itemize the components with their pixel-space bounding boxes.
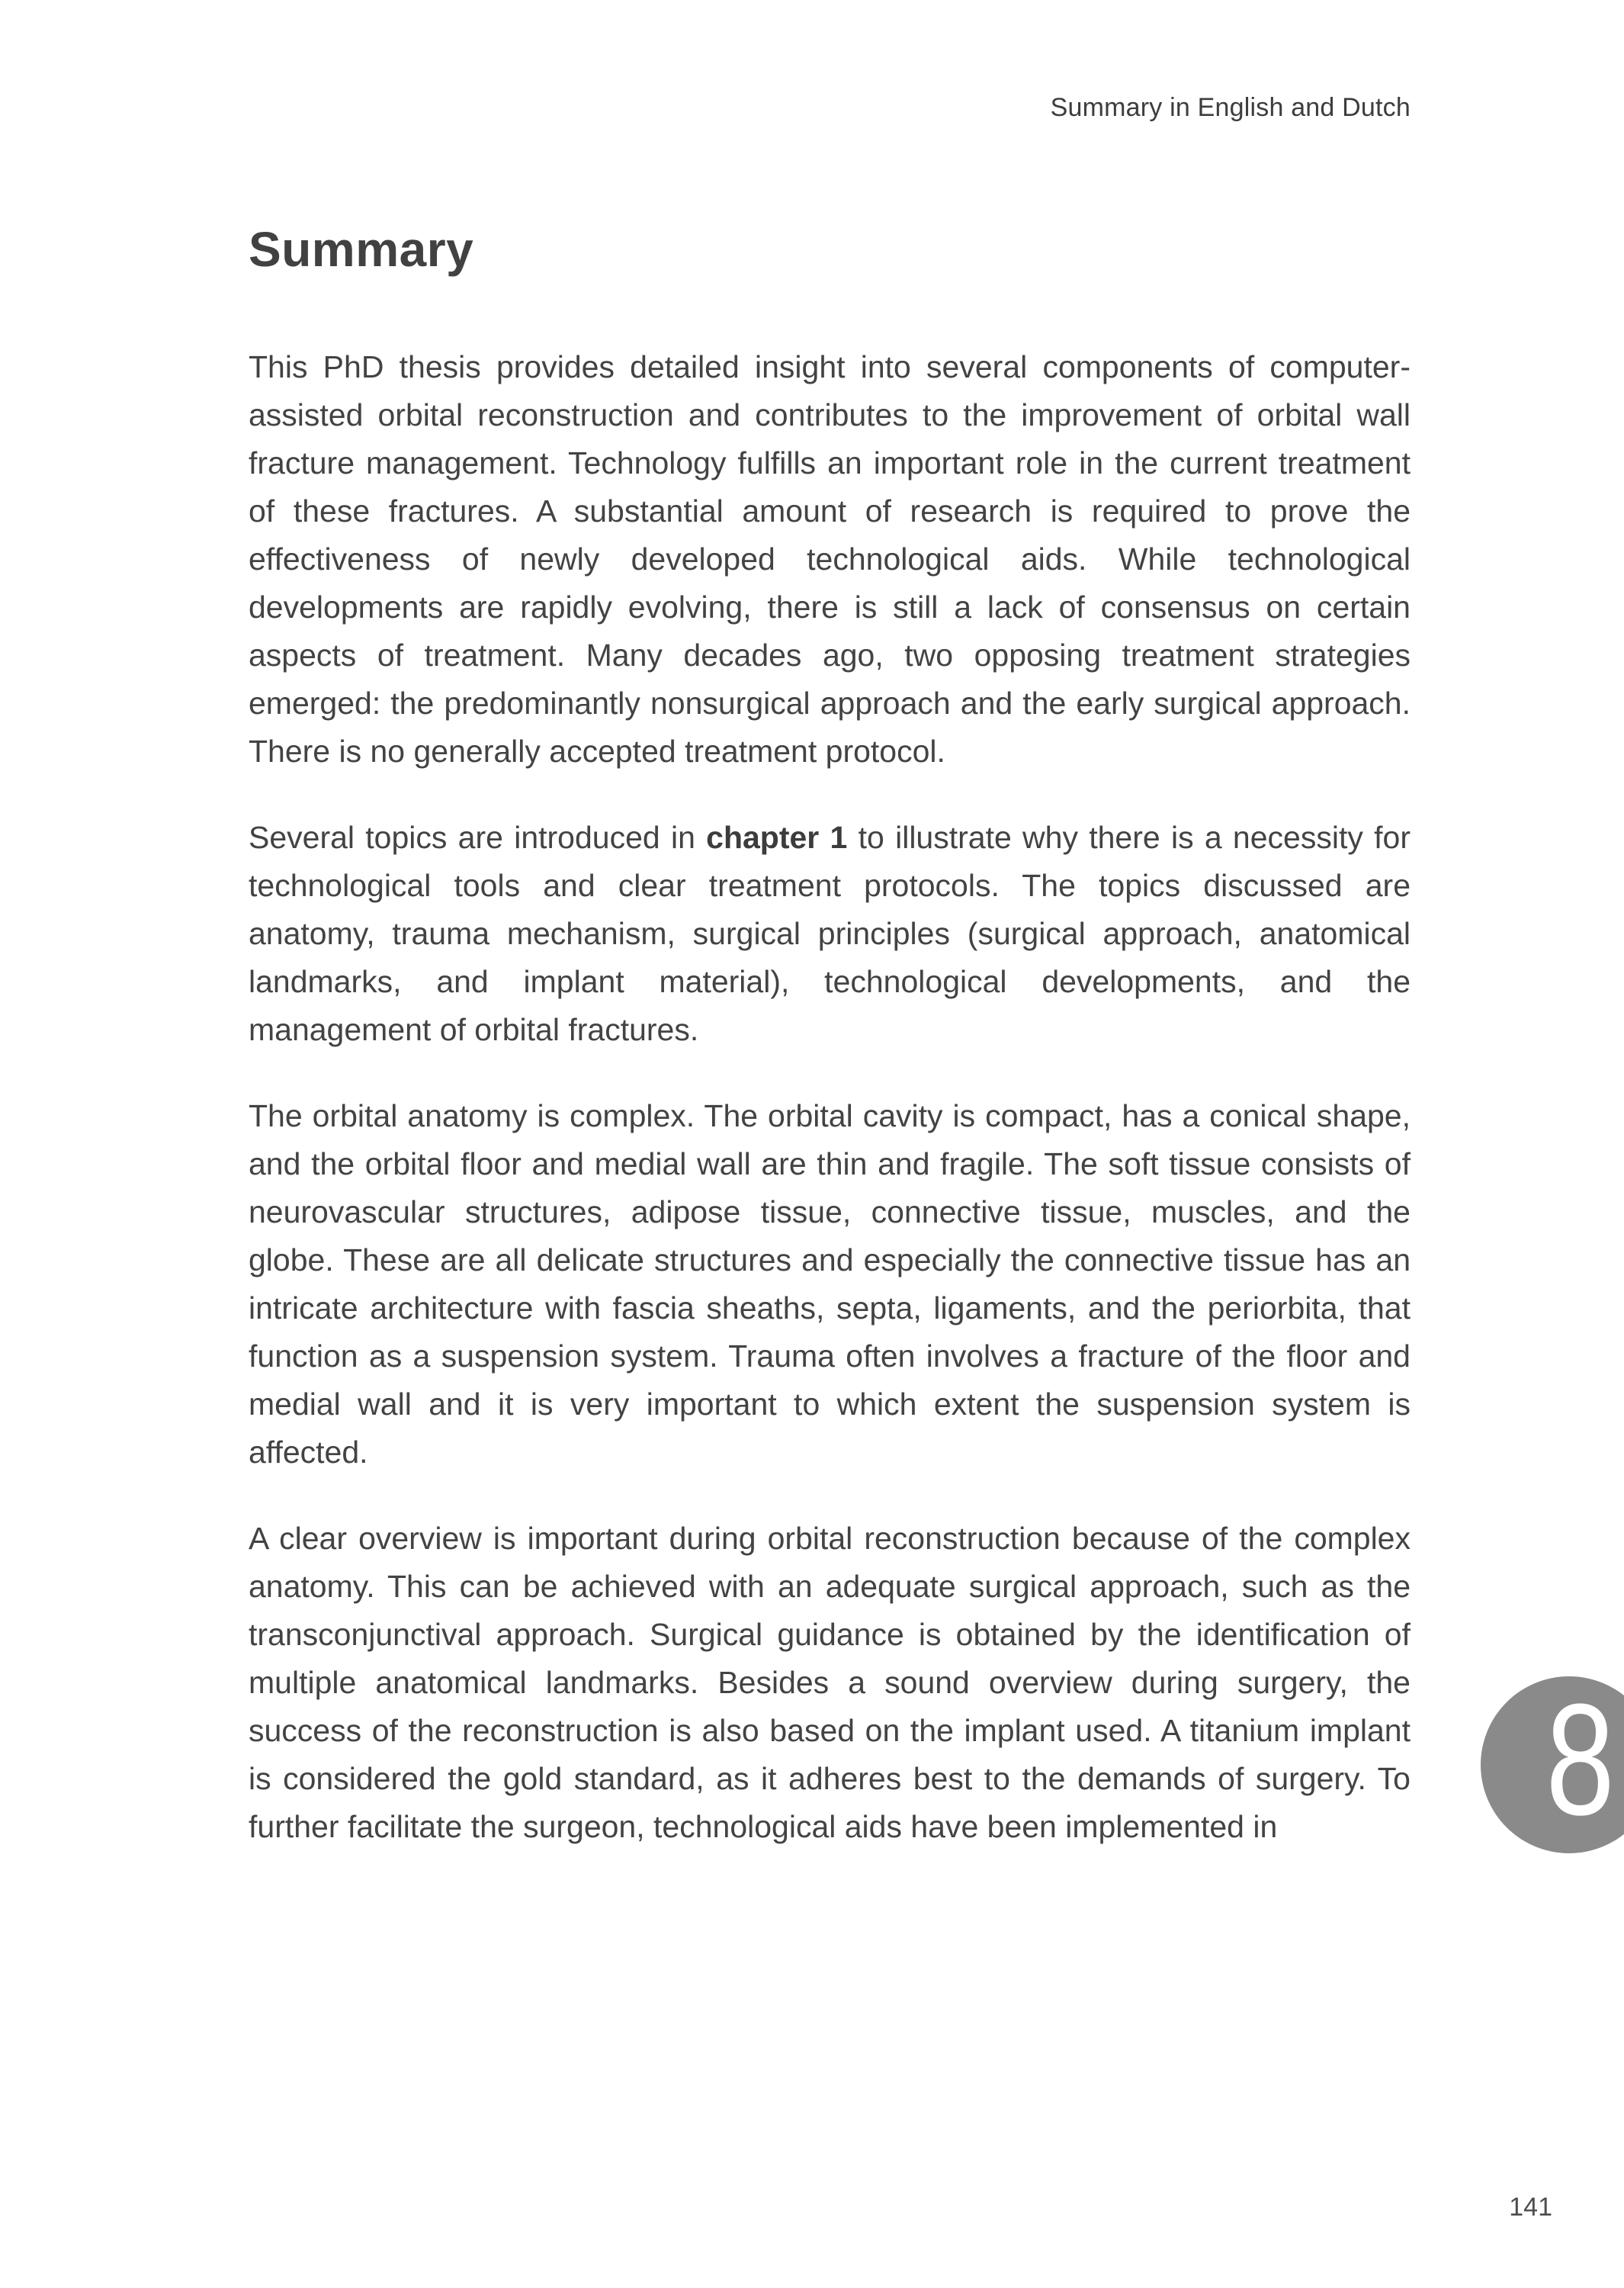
chapter-tab [1472, 1671, 1624, 1853]
page-number: 141 [1509, 2193, 1552, 2222]
paragraph-run: This PhD thesis provides detailed insight into several components of computer-assisted orbital reconstruction and contributes to the improvement of orbital wall fracture management. Technology fulfills an important role in the current treatment of these fractures. A substantial amount of research is required to prove the effectiveness of newly developed technological aids. While technological developments are rapidly evolving, there is still a lack of consensus on certain aspects of treatment. Many decades ago, two opposing treatment strategies emerged: the predominantly nonsurgical approach and the early surgical approach. There is no generally accepted treatment protocol. [249, 349, 1411, 769]
paragraph-run: A clear overview is important during orbital reconstruction because of the complex anatomy. This can be achieved with an adequate surgical approach, such as the transconjunctival approach. Surgical guidance is obtained by the identification of multiple anatomical landmarks. Besides a sound overview during surgery, the success of the reconstruction is also based on the implant used. A titanium implant is considered the gold standard, as it adheres best to the demands of surgery. To further facilitate the surgeon, technological aids have been implemented in [249, 1521, 1411, 1844]
paragraph-run: to illustrate why there is a necessity for technological tools and clear treatment protocols. The topics discussed are anatomy, trauma mechanism, surgical principles (surgical approach, anatomical landmarks, and implant material), technological developments, and the management of orbital fractures. [249, 820, 1411, 1047]
paragraph [249, 1515, 1411, 1851]
paragraph [249, 343, 1411, 776]
paragraph [249, 814, 1411, 1054]
paragraph-run: Several topics are introduced in [249, 820, 707, 855]
paragraphs [249, 343, 1411, 1851]
paragraph-run: The orbital anatomy is complex. The orbital cavity is compact, has a conical shape, and the orbital floor and medial wall are thin and fragile. The soft tissue consists of neurovascular structures, adipose tissue, connective tissue, muscles, and the globe. These are all delicate structures and especially the connective tissue has an intricate architecture with fascia sheaths, septa, ligaments, and the periorbita, that function as a suspension system. Trauma often involves a fracture of the floor and medial wall and it is very important to which extent the suspension system is affected. [249, 1098, 1411, 1470]
page-content [249, 223, 1411, 1889]
paragraph [249, 1092, 1411, 1477]
running-header: Summary in English and Dutch [1050, 93, 1411, 122]
chapter-number: 8 [1545, 1671, 1615, 1849]
page-title: Summary [249, 222, 474, 277]
paragraph-bold-run: chapter 1 [706, 820, 848, 855]
